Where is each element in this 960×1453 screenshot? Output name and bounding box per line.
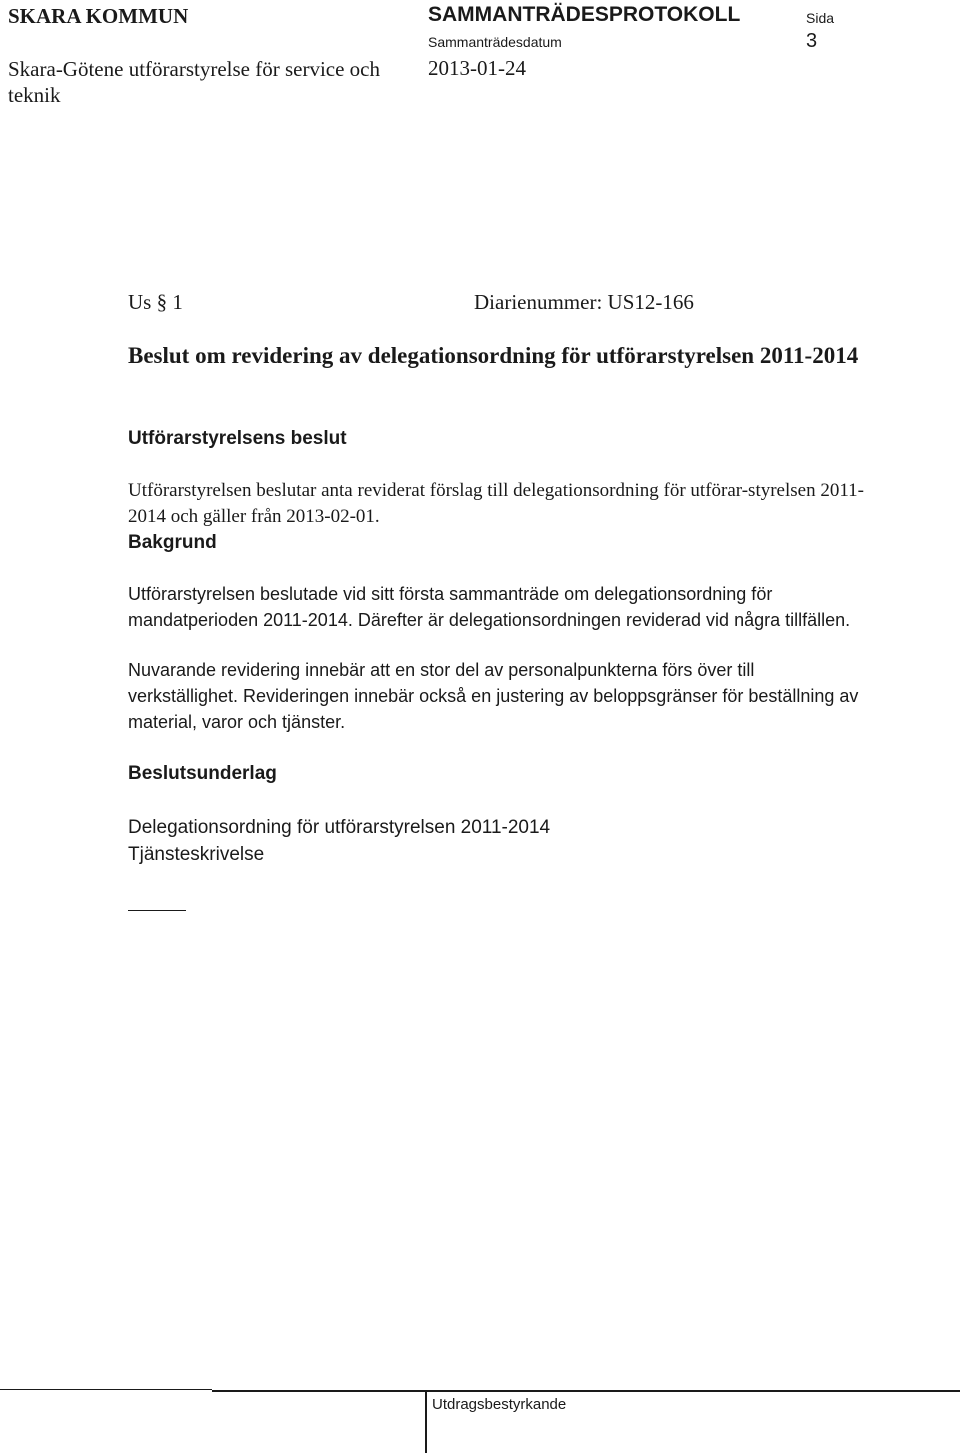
basis-heading: Beslutsunderlag <box>128 763 277 784</box>
committee-name: Skara-Götene utförarstyrelse för service och teknik <box>8 57 381 107</box>
item-heading: Beslut om revidering av delegationsordning för utförarstyrelsen 2011-2014 <box>128 343 859 368</box>
meeting-date-label: Sammanträdesdatum <box>428 34 562 50</box>
end-of-item-rule <box>128 910 186 911</box>
registry-number: Diarienummer: US12-166 <box>474 290 694 314</box>
footer-rule-left <box>0 1389 212 1390</box>
basis-document-item: Tjänsteskrivelse <box>128 844 265 865</box>
footer-rule-right <box>212 1390 960 1392</box>
background-paragraph-1: Utförarstyrelsen beslutade vid sitt första sammanträde om delegationsordning för mandatperioden 2011-2014. Därefter är delegationsordningen reviderad vid några tillfällen. <box>128 584 851 630</box>
page-label: Sida <box>806 10 835 26</box>
meeting-date-value: 2013-01-24 <box>428 56 526 80</box>
section-number: Us § 1 <box>128 290 183 314</box>
footer-divider <box>425 1390 427 1453</box>
decision-heading: Utförarstyrelsens beslut <box>128 428 347 449</box>
certification-label: Utdragsbestyrkande <box>432 1396 567 1413</box>
page-number: 3 <box>806 30 818 52</box>
basis-document-list <box>128 814 550 868</box>
basis-document-item: Delegationsordning för utförarstyrelsen 2011-2014 <box>128 817 551 838</box>
decision-paragraph: Utförarstyrelsen beslutar anta reviderat förslag till delegationsordning för utförar-styrelsen 2011-2014 och gäller från 2013-02-01. <box>128 480 864 527</box>
document-type-title: SAMMANTRÄDESPROTOKOLL <box>428 3 741 26</box>
background-paragraph-2: Nuvarande revidering innebär att en stor del av personalpunkterna förs över till verkställighet. Revideringen innebär också en justering av beloppsgränser för beställning av material, varor och tjänster. <box>128 660 859 732</box>
organization-name: SKARA KOMMUN <box>8 4 189 28</box>
background-heading: Bakgrund <box>128 532 217 553</box>
